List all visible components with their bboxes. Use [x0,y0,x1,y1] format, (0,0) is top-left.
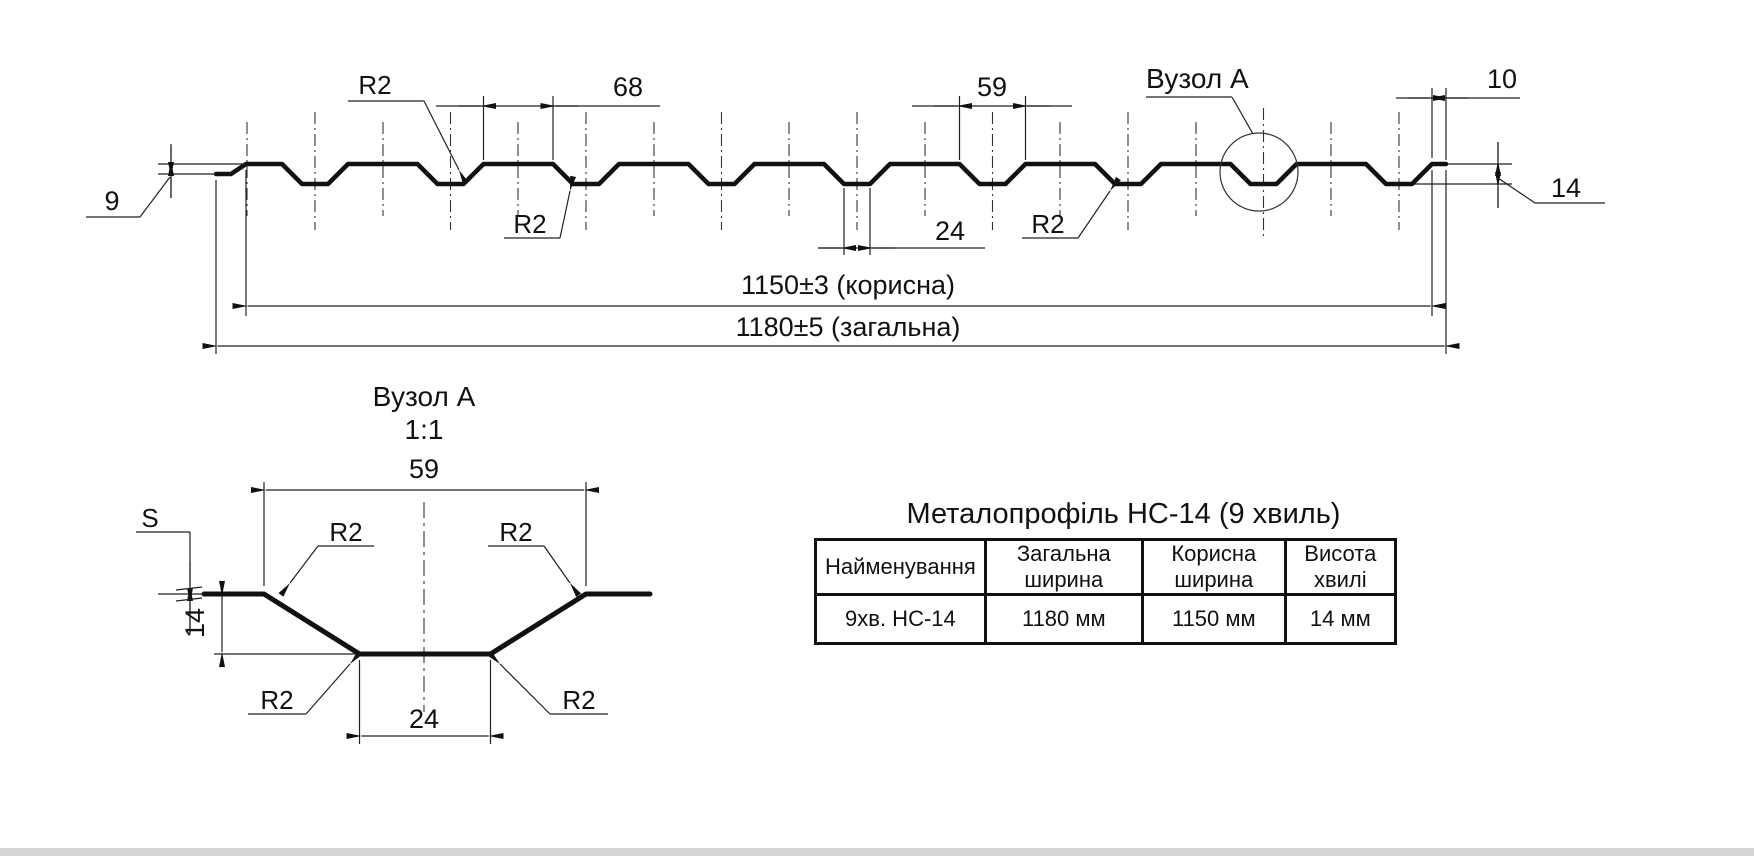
main-dim-10-label: 10 [1486,64,1518,94]
main-dimension-labels [104,63,1581,342]
spec-table-title: Металопрофіль НС-14 (9 хвиль) [906,498,1341,530]
main-dim-14-label: 14 [1550,173,1582,203]
detail-profile-outline [204,594,650,654]
detail-labels [141,381,595,734]
detail-r2-top-right-label: R2 [499,517,533,547]
spec-table [814,538,1397,645]
spec-cell-name: 9хв. НС-14 [816,595,986,644]
main-centerlines [247,108,1399,236]
detail-scale: 1:1 [404,414,444,445]
main-profile-outline [216,164,1446,184]
main-node-ref-label: Вузол А [1146,63,1249,94]
spec-header-name: Найменування [816,540,986,595]
detail-r2-bottom-right-label: R2 [562,685,596,715]
main-dim-9-label: 9 [104,186,120,216]
spec-header-wave-height: Висота хвилі [1285,540,1395,595]
detail-thickness-label: S [141,503,159,533]
spec-table-data-row [816,595,1396,644]
spec-header-total-width: Загальна ширина [985,540,1142,595]
detail-dim-59-label: 59 [408,454,440,484]
main-r2-bottom-left-label: R2 [513,209,547,239]
spec-header-useful-width: Корисна ширина [1142,540,1285,595]
detail-title: Вузол А [372,381,476,412]
bottom-window-edge [0,848,1754,856]
main-dim-total-label: 1180±5 (загальна) [735,312,961,342]
detail-dim-14-label: 14 [180,607,210,639]
spec-cell-useful-width: 1150 мм [1142,595,1285,644]
detail-dim-24-label: 24 [408,704,440,734]
main-dim-24-label: 24 [934,216,966,246]
detail-r2-top-left-label: R2 [329,517,363,547]
main-dim-useful-label: 1150±3 (корисна) [740,270,956,300]
spec-cell-total-width: 1180 мм [985,595,1142,644]
main-dim-59-label: 59 [976,72,1008,102]
detail-r2-bottom-left-label: R2 [260,685,294,715]
main-dim-68-label: 68 [612,72,644,102]
main-r2-top-label: R2 [358,70,392,100]
spec-cell-wave-height: 14 мм [1285,595,1395,644]
spec-table-header-row [816,540,1396,595]
main-r2-bottom-right-label: R2 [1031,209,1065,239]
